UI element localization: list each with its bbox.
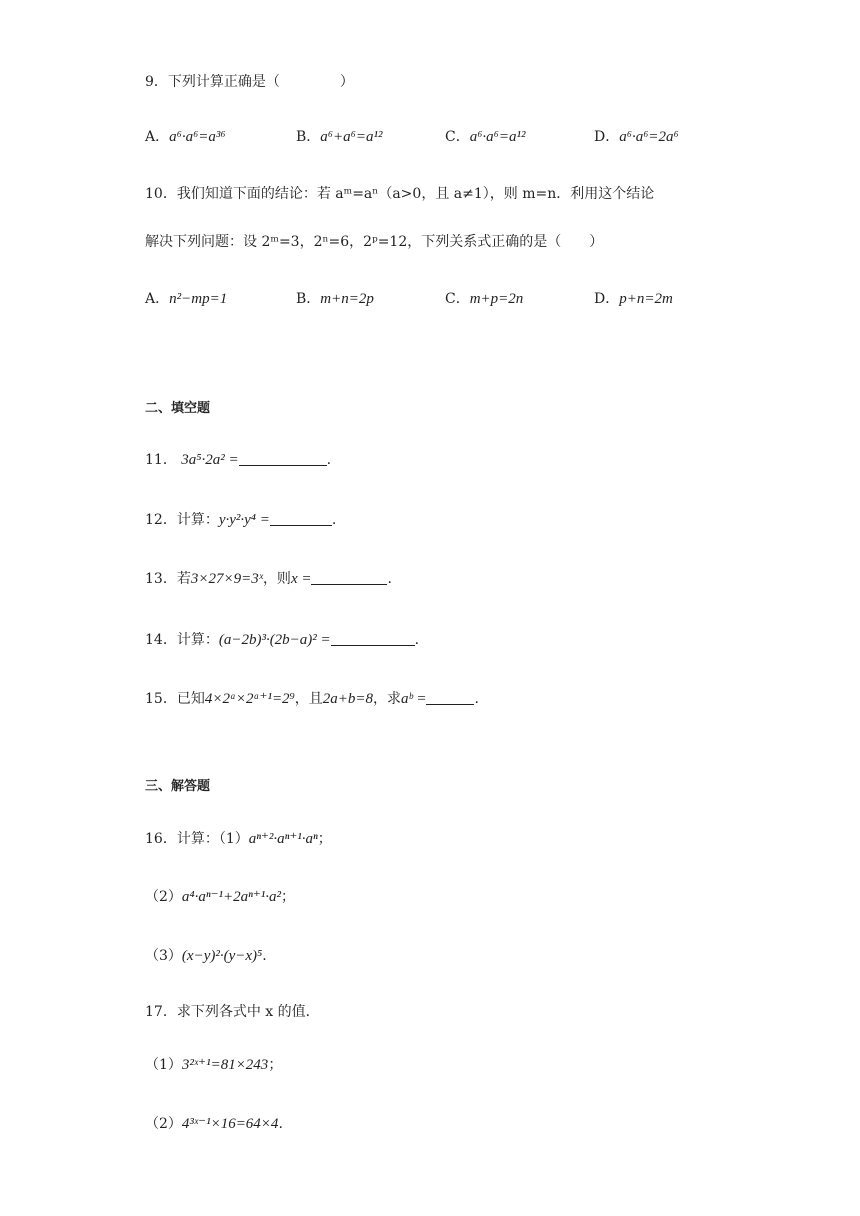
question-14: 14．计算：(a−2b)³·(2b−a)² = . bbox=[145, 632, 420, 648]
answer-blank[interactable] bbox=[426, 690, 474, 705]
q10-option-c: C．m+p=2n bbox=[445, 291, 524, 307]
question-16-part-2: （2）a⁴·aⁿ⁻¹+2aⁿ⁺¹·a²； bbox=[145, 889, 296, 905]
q10-option-d-expr: p+n=2m bbox=[619, 291, 673, 307]
q10-option-a: A．n²−mp=1 bbox=[145, 291, 228, 307]
answer-blank[interactable] bbox=[331, 631, 415, 646]
question-17-stem: 17．求下列各式中 x 的值． bbox=[145, 1004, 320, 1020]
question-9-stem: 9．下列计算正确是（ ） bbox=[145, 74, 354, 90]
q9-option-d: D．a⁶·a⁶=2a⁶ bbox=[594, 129, 679, 145]
question-10-line-1: 10．我们知道下面的结论：若 aᵐ=aⁿ（a>0，且 a≠1），则 m=n．利用这个结论 bbox=[145, 186, 655, 202]
q9-option-c: C．a⁶·a⁶=a¹² bbox=[445, 129, 526, 145]
question-17-part-2: （2）4³ˣ⁻¹×16=64×4. bbox=[145, 1116, 283, 1132]
q9-option-b-expr: a⁶+a⁶=a¹² bbox=[320, 129, 383, 145]
section-3-heading: 三、解答题 bbox=[145, 779, 211, 794]
question-11: 11． 3a⁵·2a² = . bbox=[145, 452, 332, 468]
answer-blank[interactable] bbox=[239, 451, 327, 466]
question-12: 12．计算：y·y²·y⁴ = . bbox=[145, 512, 337, 528]
q10-option-a-expr: n²−mp=1 bbox=[169, 291, 228, 307]
question-15: 15．已知4×2ᵃ×2ᵃ⁺¹=2⁹，且2a+b=8，求aᵇ = . bbox=[145, 691, 479, 707]
q9-option-a: A．a⁶·a⁶=a³⁶ bbox=[145, 129, 226, 145]
q10-option-d: D．p+n=2m bbox=[594, 291, 673, 307]
answer-blank[interactable] bbox=[270, 511, 332, 526]
q9-option-a-expr: a⁶·a⁶=a³⁶ bbox=[169, 129, 226, 145]
question-16-part-3: （3）(x−y)²·(y−x)⁵. bbox=[145, 948, 267, 964]
q10-option-b: B．m+n=2p bbox=[296, 291, 374, 307]
q10-option-b-expr: m+n=2p bbox=[320, 291, 374, 307]
question-13: 13．若3×27×9=3ˣ，则x = . bbox=[145, 571, 392, 587]
q9-option-d-expr: a⁶·a⁶=2a⁶ bbox=[619, 129, 679, 145]
question-17-part-1: （1）3²ˣ⁺¹=81×243； bbox=[145, 1057, 283, 1073]
q9-option-c-expr: a⁶·a⁶=a¹² bbox=[469, 129, 526, 145]
q9-option-b: B．a⁶+a⁶=a¹² bbox=[296, 129, 383, 145]
question-16-part-1: 16．计算：（1）aⁿ⁺²·aⁿ⁺¹·aⁿ； bbox=[145, 831, 332, 847]
q10-option-c-expr: m+p=2n bbox=[469, 291, 524, 307]
question-10-line-2: 解决下列问题：设 2ᵐ=3，2ⁿ=6，2ᵖ=12，下列关系式正确的是（ ） bbox=[145, 234, 604, 250]
section-2-heading: 二、填空题 bbox=[145, 401, 211, 416]
answer-blank[interactable] bbox=[311, 570, 387, 585]
